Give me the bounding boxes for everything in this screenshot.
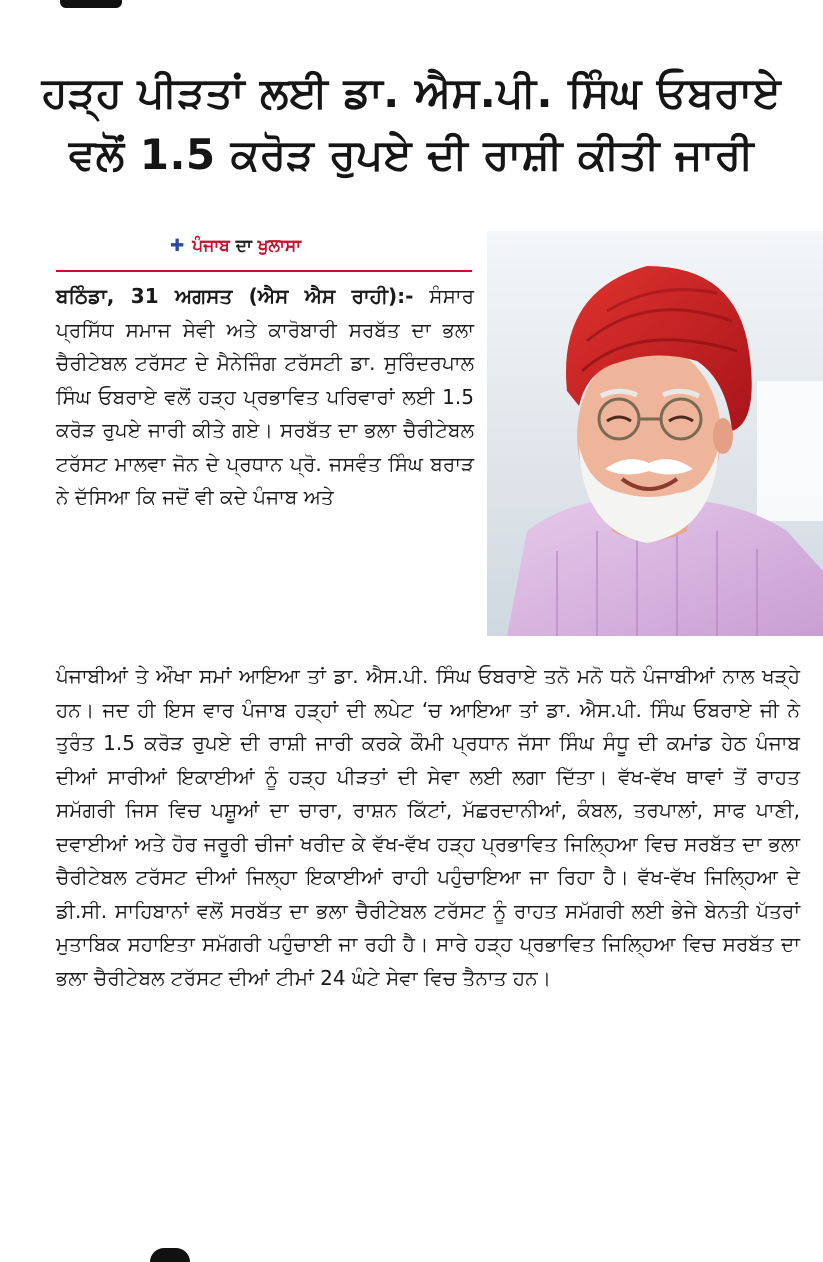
byline-part-1: ਪੰਜਾਬ xyxy=(192,236,230,256)
byline-part-3: ਖੁਲਾਸਾ xyxy=(257,236,302,256)
dateline: ਬਠਿੰਡਾ, 31 ਅਗਸਤ (ਐਸ ਐਸ ਰਾਹੀ):- xyxy=(56,284,414,308)
article-full-text: ਪੰਜਾਬੀਆਂ ਤੇ ਔਖਾ ਸਮਾਂ ਆਇਆ ਤਾਂ ਡਾ. ਐਸ.ਪੀ. ਸਿੰਘ ਓਬਰਾਏ ਤਨੋ ਮਨੋ ਧਨੋ ਪੰਜਾਬੀਆਂ ਨਾਲ ਖੜ੍ਹੇ ਹਨ। ਜਦ ਹੀ ਇਸ ਵਾਰ ਪੰਜਾਬ ਹੜ੍ਹਾਂ ਦੀ ਲਪੇਟ ‘ਚ ਆਇਆ ਤਾਂ ਡਾ. ਐਸ.ਪੀ. ਸਿੰਘ ਓਬਰਾਏ ਜੀ ਨੇ ਤੁਰੰਤ 1.5 ਕਰੋੜ ਰੁਪਏ ਦੀ ਰਾਸ਼ੀ ਜਾਰੀ ਕਰਕੇ ਕੌਮੀ ਪ੍ਰਧਾਨ ਜੱਸਾ ਸਿੰਘ ਸੰਧੂ ਦੀ ਕਮਾਂਡ ਹੇਠ ਪੰਜਾਬ ਦੀਆਂ ਸਾਰੀਆਂ ਇਕਾਈਆਂ ਨੂੰ ਹੜ੍ਹ ਪੀੜਤਾਂ ਦੀ ਸੇਵਾ ਲਈ ਲਗਾ ਦਿੱਤਾ। ਵੱਖ-ਵੱਖ ਥਾਵਾਂ ਤੋਂ ਰਾਹਤ ਸਮੱਗਰੀ ਜਿਸ ਵਿਚ ਪਸ਼ੂਆਂ ਦਾ ਚਾਰਾ, ਰਾਸ਼ਨ ਕਿੱਟਾਂ, ਮੱਛਰਦਾਨੀਆਂ, ਕੰਬਲ, ਤਰਪਾਲਾਂ, ਸਾਫ ਪਾਣੀ, ਦਵਾਈਆਂ ਅਤੇ ਹੋਰ ਜਰੂਰੀ ਚੀਜਾਂ ਖਰੀਦ ਕੇ ਵੱਖ-ਵੱਖ ਹੜ੍ਹ ਪ੍ਰਭਾਵਿਤ ਜਿਲ੍ਹਿਆ ਵਿਚ ਸਰਬੱਤ ਦਾ ਭਲਾ ਚੈਰੀਟੇਬਲ ਟਰੱਸਟ ਦੀਆਂ ਜਿਲ੍ਹਾ ਇਕਾਈਆਂ ਰਾਹੀ ਪਹੁੰਚਾਇਆ ਜਾ ਰਿਹਾ ਹੈ। ਵੱਖ-ਵੱਖ ਜਿਲ੍ਹਿਆ ਦੇ ਡੀ.ਸੀ. ਸਾਹਿਬਾਨਾਂ ਵਲੋਂ ਸਰਬੱਤ ਦਾ ਭਲਾ ਚੈਰੀਟੇਬਲ ਟਰੱਸਟ ਨੂੰ ਰਾਹਤ ਸਮੱਗਰੀ ਲਈ ਭੇਜੇ ਬੇਨਤੀ ਪੱਤਰਾਂ ਮੁਤਾਬਿਕ ਸਹਾਇਤਾ ਸਮੱਗਰੀ ਪਹੁੰਚਾਈ ਜਾ ਰਹੀ ਹੈ। ਸਾਰੇ ਹੜ੍ਹ ਪ੍ਰਭਾਵਿਤ ਜਿਲ੍ਹਿਆ ਵਿਚ ਸਰਬੱਤ ਦਾ ਭਲਾ ਚੈਰੀਟੇਬਲ ਟਰੱਸਟ ਦੀਆਂ ਟੀਮਾਂ 24 ਘੰਟੇ ਸੇਵਾ ਵਿਚ ਤੈਨਾਤ ਹਨ। xyxy=(56,664,800,990)
byline xyxy=(170,236,301,256)
article-column-paragraph xyxy=(56,280,474,515)
byline-part-2: ਦਾ xyxy=(235,236,252,256)
article-column xyxy=(56,280,474,515)
article-column-text: ਸੰਸਾਰ ਪ੍ਰਸਿੱਧ ਸਮਾਜ ਸੇਵੀ ਅਤੇ ਕਾਰੋਬਾਰੀ ਸਰਬੱਤ ਦਾ ਭਲਾ ਚੈਰੀਟੇਬਲ ਟਰੱਸਟ ਦੇ ਮੈਨੇਜਿੰਗ ਟਰੱਸਟੀ ਡਾ. ਸੁਰਿੰਦਰਪਾਲ ਸਿੰਘ ਓਬਰਾਏ ਵਲੋਂ ਹੜ੍ਹ ਪ੍ਰਭਾਵਿਤ ਪਰਿਵਾਰਾਂ ਲਈ 1.5 ਕਰੋੜ ਰੁਪਏ ਜਾਰੀ ਕੀਤੇ ਗਏ। ਸਰਬੱਤ ਦਾ ਭਲਾ ਚੈਰੀਟੇਬਲ ਟਰੱਸਟ ਮਾਲਵਾ ਜੋਨ ਦੇ ਪ੍ਰਧਾਨ ਪ੍ਰੋ. ਜਸਵੰਤ ਸਿੰਘ ਬਰਾੜ ਨੇ ਦੱਸਿਆ ਕਿ ਜਦੋਂ ਵੀ ਕਦੇ ਪੰਜਾਬ ਅਤੇ xyxy=(56,284,475,509)
headline-line-1: ਹੜ੍ਹ ਪੀੜਤਾਂ ਲਈ ਡਾ. ਐਸ.ਪੀ. ਸਿੰਘ ਓਬਰਾਏ xyxy=(41,68,782,117)
article-full-width xyxy=(56,660,800,995)
portrait-photo xyxy=(487,231,823,636)
page-corner-mark xyxy=(60,0,122,8)
headline-line-2: ਵਲੋਂ 1.5 ਕਰੋੜ ਰੁਪਏ ਦੀ ਰਾਸ਼ੀ ਕੀਤੀ ਜਾਰੀ xyxy=(68,130,755,179)
byline-rule xyxy=(56,270,472,272)
headline xyxy=(0,62,823,186)
page-bottom-mark xyxy=(150,1248,190,1262)
cross-ornament-icon: ✚ xyxy=(170,236,185,256)
